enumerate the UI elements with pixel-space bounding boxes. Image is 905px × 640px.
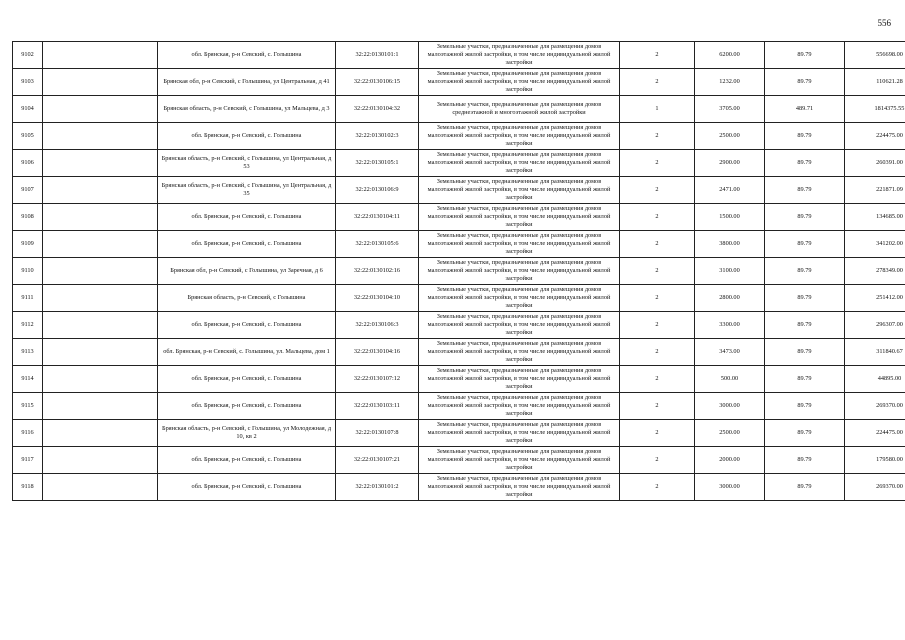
area-cell: 2900.00 (695, 150, 765, 177)
land-use-cell: Земельные участки, предназначенные для размещения домов малоэтажной жилой застройки, в том числе индивидуальной жилой застройки (419, 69, 620, 96)
cadastral-number-cell: 32:22:0130106:9 (336, 177, 419, 204)
row-number-cell: 9110 (13, 258, 43, 285)
cadastral-number-cell: 32:22:0130103:11 (336, 393, 419, 420)
rate-cell: 89.79 (765, 339, 845, 366)
empty-cell (43, 339, 158, 366)
cadastral-number-cell: 32:22:0130105:1 (336, 150, 419, 177)
table-row (13, 339, 905, 366)
cadastral-value-cell: 221871.09 (845, 177, 905, 204)
area-cell: 3705.00 (695, 96, 765, 123)
land-use-cell: Земельные участки, предназначенные для размещения домов малоэтажной жилой застройки, в том числе индивидуальной жилой застройки (419, 474, 620, 501)
table-row (13, 123, 905, 150)
cadastral-number-cell: 32:22:0130102:3 (336, 123, 419, 150)
address-cell: Брянская область, р-н Севский, с Голышина, ул Молодежная, д 10, кв 2 (158, 420, 336, 447)
category-cell: 2 (620, 42, 695, 69)
cadastral-value-cell: 110621.28 (845, 69, 905, 96)
category-cell: 2 (620, 177, 695, 204)
cadastral-number-cell: 32:22:0130101:1 (336, 42, 419, 69)
row-number-cell: 9115 (13, 393, 43, 420)
cadastral-value-cell: 134685.00 (845, 204, 905, 231)
category-cell: 2 (620, 393, 695, 420)
table-row (13, 285, 905, 312)
category-cell: 2 (620, 231, 695, 258)
table-row (13, 393, 905, 420)
empty-cell (43, 150, 158, 177)
empty-cell (43, 447, 158, 474)
land-use-cell: Земельные участки, предназначенные для размещения домов малоэтажной жилой застройки, в том числе индивидуальной жилой застройки (419, 123, 620, 150)
rate-cell: 89.79 (765, 258, 845, 285)
area-cell: 3000.00 (695, 393, 765, 420)
empty-cell (43, 474, 158, 501)
rate-cell: 89.79 (765, 204, 845, 231)
cadastral-number-cell: 32:22:0130107:8 (336, 420, 419, 447)
table-body (13, 42, 905, 501)
land-use-cell: Земельные участки, предназначенные для размещения домов среднеэтажной и многоэтажной жилой застройки (419, 96, 620, 123)
table-row (13, 258, 905, 285)
rate-cell: 89.79 (765, 366, 845, 393)
area-cell: 1232.00 (695, 69, 765, 96)
area-cell: 3473.00 (695, 339, 765, 366)
category-cell: 2 (620, 312, 695, 339)
cadastral-value-cell: 224475.00 (845, 420, 905, 447)
area-cell: 3800.00 (695, 231, 765, 258)
cadastral-value-cell: 296307.00 (845, 312, 905, 339)
cadastral-number-cell: 32:22:0130107:12 (336, 366, 419, 393)
row-number-cell: 9114 (13, 366, 43, 393)
empty-cell (43, 393, 158, 420)
address-cell: Брянская область, р-н Севский, с Голышина, ул Центральная, д 35 (158, 177, 336, 204)
table-row (13, 69, 905, 96)
empty-cell (43, 312, 158, 339)
category-cell: 2 (620, 123, 695, 150)
address-cell: Брянская обл, р-н Севский, с Голышина, ул Заречная, д 6 (158, 258, 336, 285)
empty-cell (43, 42, 158, 69)
cadastral-value-cell: 260391.00 (845, 150, 905, 177)
row-number-cell: 9107 (13, 177, 43, 204)
row-number-cell: 9116 (13, 420, 43, 447)
land-use-cell: Земельные участки, предназначенные для размещения домов малоэтажной жилой застройки, в том числе индивидуальной жилой застройки (419, 366, 620, 393)
cadastral-value-cell: 179580.00 (845, 447, 905, 474)
category-cell: 2 (620, 150, 695, 177)
cadastral-value-cell: 224475.00 (845, 123, 905, 150)
address-cell: Брянская область, р-н Севский, с Голышина (158, 285, 336, 312)
area-cell: 500.00 (695, 366, 765, 393)
page-number: 556 (877, 18, 891, 28)
row-number-cell: 9117 (13, 447, 43, 474)
cadastral-number-cell: 32:22:0130106:3 (336, 312, 419, 339)
cadastral-value-cell: 1814375.55 (845, 96, 905, 123)
cadastral-value-cell: 556698.00 (845, 42, 905, 69)
table-row (13, 420, 905, 447)
row-number-cell: 9105 (13, 123, 43, 150)
empty-cell (43, 96, 158, 123)
rate-cell: 89.79 (765, 231, 845, 258)
row-number-cell: 9113 (13, 339, 43, 366)
address-cell: обл. Брянская, р-н Севский, с. Голышина (158, 231, 336, 258)
row-number-cell: 9112 (13, 312, 43, 339)
land-use-cell: Земельные участки, предназначенные для размещения домов малоэтажной жилой застройки, в том числе индивидуальной жилой застройки (419, 204, 620, 231)
rate-cell: 89.79 (765, 474, 845, 501)
cadastral-value-cell: 269370.00 (845, 474, 905, 501)
address-cell: обл. Брянская, р-н Севский, с. Голышина (158, 42, 336, 69)
empty-cell (43, 366, 158, 393)
land-use-cell: Земельные участки, предназначенные для размещения домов малоэтажной жилой застройки, в том числе индивидуальной жилой застройки (419, 312, 620, 339)
empty-cell (43, 231, 158, 258)
row-number-cell: 9103 (13, 69, 43, 96)
row-number-cell: 9108 (13, 204, 43, 231)
address-cell: обл. Брянская, р-н Севский, с. Голышина (158, 447, 336, 474)
cadastral-number-cell: 32:22:0130107:21 (336, 447, 419, 474)
table-row (13, 150, 905, 177)
table-row (13, 312, 905, 339)
row-number-cell: 9109 (13, 231, 43, 258)
address-cell: обл. Брянская, р-н Севский, с. Голышина (158, 312, 336, 339)
table-row (13, 204, 905, 231)
rate-cell: 89.79 (765, 393, 845, 420)
address-cell: Брянская обл, р-н Севский, с Голышина, ул Центральная, д 41 (158, 69, 336, 96)
area-cell: 2471.00 (695, 177, 765, 204)
cadastral-number-cell: 32:22:0130106:15 (336, 69, 419, 96)
area-cell: 3000.00 (695, 474, 765, 501)
address-cell: обл. Брянская, р-н Севский, с. Голышина, ул. Мальцева, дом 1 (158, 339, 336, 366)
table-row (13, 474, 905, 501)
category-cell: 2 (620, 447, 695, 474)
table-row (13, 177, 905, 204)
rate-cell: 89.79 (765, 177, 845, 204)
cadastral-number-cell: 32:22:0130104:32 (336, 96, 419, 123)
table-row (13, 366, 905, 393)
empty-cell (43, 258, 158, 285)
address-cell: обл. Брянская, р-н Севский, с. Голышина (158, 474, 336, 501)
area-cell: 3100.00 (695, 258, 765, 285)
table-row (13, 42, 905, 69)
land-use-cell: Земельные участки, предназначенные для размещения домов малоэтажной жилой застройки, в том числе индивидуальной жилой застройки (419, 42, 620, 69)
category-cell: 2 (620, 204, 695, 231)
address-cell: обл. Брянская, р-н Севский, с. Голышина (158, 123, 336, 150)
category-cell: 2 (620, 420, 695, 447)
rate-cell: 489.71 (765, 96, 845, 123)
address-cell: Брянская область, р-н Севский, с Голышина, ул Центральная, д 53 (158, 150, 336, 177)
cadastral-number-cell: 32:22:0130104:16 (336, 339, 419, 366)
cadastral-value-cell: 278349.00 (845, 258, 905, 285)
rate-cell: 89.79 (765, 447, 845, 474)
area-cell: 3300.00 (695, 312, 765, 339)
area-cell: 2800.00 (695, 285, 765, 312)
land-use-cell: Земельные участки, предназначенные для размещения домов малоэтажной жилой застройки, в том числе индивидуальной жилой застройки (419, 285, 620, 312)
category-cell: 2 (620, 339, 695, 366)
cadastral-value-cell: 341202.00 (845, 231, 905, 258)
empty-cell (43, 420, 158, 447)
cadastral-value-cell: 44895.00 (845, 366, 905, 393)
land-use-cell: Земельные участки, предназначенные для размещения домов малоэтажной жилой застройки, в том числе индивидуальной жилой застройки (419, 339, 620, 366)
rate-cell: 89.79 (765, 42, 845, 69)
table-row (13, 447, 905, 474)
land-use-cell: Земельные участки, предназначенные для размещения домов малоэтажной жилой застройки, в том числе индивидуальной жилой застройки (419, 231, 620, 258)
category-cell: 2 (620, 258, 695, 285)
empty-cell (43, 69, 158, 96)
area-cell: 2500.00 (695, 123, 765, 150)
row-number-cell: 9111 (13, 285, 43, 312)
address-cell: обл. Брянская, р-н Севский, с. Голышина (158, 393, 336, 420)
table-row (13, 231, 905, 258)
address-cell: обл. Брянская, р-н Севский, с. Голышина (158, 204, 336, 231)
area-cell: 2000.00 (695, 447, 765, 474)
area-cell: 1500.00 (695, 204, 765, 231)
cadastral-value-cell: 251412.00 (845, 285, 905, 312)
cadastral-number-cell: 32:22:0130102:16 (336, 258, 419, 285)
land-use-cell: Земельные участки, предназначенные для размещения домов малоэтажной жилой застройки, в том числе индивидуальной жилой застройки (419, 393, 620, 420)
row-number-cell: 9102 (13, 42, 43, 69)
area-cell: 2500.00 (695, 420, 765, 447)
land-use-cell: Земельные участки, предназначенные для размещения домов малоэтажной жилой застройки, в том числе индивидуальной жилой застройки (419, 420, 620, 447)
cadastral-number-cell: 32:22:0130104:11 (336, 204, 419, 231)
cadastral-number-cell: 32:22:0130104:10 (336, 285, 419, 312)
cadastral-value-cell: 269370.00 (845, 393, 905, 420)
empty-cell (43, 285, 158, 312)
row-number-cell: 9106 (13, 150, 43, 177)
cadastral-value-cell: 311840.67 (845, 339, 905, 366)
table-row (13, 96, 905, 123)
address-cell: Брянская область, р-н Севский, с Голышина, ул Мальцева, д 3 (158, 96, 336, 123)
rate-cell: 89.79 (765, 312, 845, 339)
rate-cell: 89.79 (765, 123, 845, 150)
rate-cell: 89.79 (765, 285, 845, 312)
category-cell: 2 (620, 69, 695, 96)
category-cell: 1 (620, 96, 695, 123)
area-cell: 6200.00 (695, 42, 765, 69)
land-use-cell: Земельные участки, предназначенные для размещения домов малоэтажной жилой застройки, в том числе индивидуальной жилой застройки (419, 447, 620, 474)
category-cell: 2 (620, 366, 695, 393)
land-use-cell: Земельные участки, предназначенные для размещения домов малоэтажной жилой застройки, в том числе индивидуальной жилой застройки (419, 177, 620, 204)
rate-cell: 89.79 (765, 420, 845, 447)
row-number-cell: 9104 (13, 96, 43, 123)
empty-cell (43, 123, 158, 150)
category-cell: 2 (620, 285, 695, 312)
row-number-cell: 9118 (13, 474, 43, 501)
cadastral-number-cell: 32:22:0130105:6 (336, 231, 419, 258)
address-cell: обл. Брянская, р-н Севский, с. Голышина (158, 366, 336, 393)
rate-cell: 89.79 (765, 69, 845, 96)
land-registry-table (12, 41, 905, 501)
empty-cell (43, 177, 158, 204)
rate-cell: 89.79 (765, 150, 845, 177)
empty-cell (43, 204, 158, 231)
land-use-cell: Земельные участки, предназначенные для размещения домов малоэтажной жилой застройки, в том числе индивидуальной жилой застройки (419, 150, 620, 177)
category-cell: 2 (620, 474, 695, 501)
land-use-cell: Земельные участки, предназначенные для размещения домов малоэтажной жилой застройки, в том числе индивидуальной жилой застройки (419, 258, 620, 285)
cadastral-number-cell: 32:22:0130101:2 (336, 474, 419, 501)
